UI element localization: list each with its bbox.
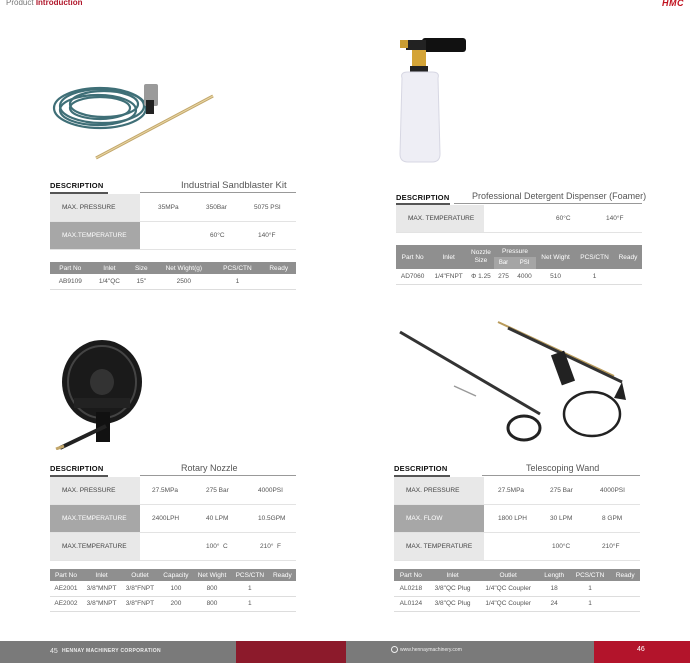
spec-value: 210° F <box>260 543 282 550</box>
column-header: Part No <box>50 262 91 274</box>
table-cell: 3/8"QC Plug <box>428 581 478 596</box>
spec-label: MAX. TEMPERATURE <box>394 533 484 560</box>
table-cell: 1/4"FNPT <box>429 269 468 284</box>
spec-row <box>50 533 296 561</box>
description-label: DESCRIPTION <box>396 193 450 202</box>
product-name: Telescoping Wand <box>526 463 600 473</box>
table-row <box>396 269 642 284</box>
spec-value: 1800 LPH <box>498 515 527 522</box>
table-cell: 1 <box>213 274 261 289</box>
product-name-rule <box>482 475 640 476</box>
table-header-row <box>396 245 642 257</box>
spec-value: 8 GPM <box>602 515 623 522</box>
spec-label: MAX. FLOW <box>394 505 484 532</box>
table-cell: 100 <box>159 581 193 596</box>
table-cell: Φ 1.25 <box>468 269 494 284</box>
table-cell: AE2002 <box>50 596 82 611</box>
product-name: Professional Detergent Dispenser (Foamer) <box>472 191 647 201</box>
table-cell: AL0218 <box>394 581 428 596</box>
spec-value: 35MPa <box>158 204 179 211</box>
parts-table <box>394 569 640 612</box>
telescoping-wand-image <box>396 316 648 448</box>
brand-logo: HMC <box>662 0 684 8</box>
table-cell: 1/4"QC <box>91 274 129 289</box>
table-cell: 4000 <box>513 269 536 284</box>
spec-value: 275 Bar <box>206 487 229 494</box>
table-cell: 1 <box>570 596 611 611</box>
table-cell <box>269 581 296 596</box>
column-header: PCS/CTN <box>575 245 614 269</box>
table-cell: AD7060 <box>396 269 429 284</box>
rotary-nozzle-reel-image <box>50 338 146 450</box>
table-cell: 510 <box>536 269 575 284</box>
spec-row <box>394 505 640 533</box>
column-header: Capacity <box>159 569 193 581</box>
spec-value: 60°C <box>556 215 571 222</box>
table-cell: 2500 <box>154 274 213 289</box>
spec-value: 140°F <box>258 232 276 239</box>
column-header: Part No <box>394 569 428 581</box>
column-header: PCS/CTN <box>570 569 611 581</box>
spec-table <box>50 194 296 250</box>
table-cell <box>611 596 640 611</box>
table-cell: 3/8"FNPT <box>121 581 159 596</box>
globe-icon <box>391 646 398 653</box>
column-header: Net Wight <box>536 245 575 269</box>
table-cell <box>614 269 642 284</box>
spec-row <box>50 222 296 250</box>
product-name: Industrial Sandblaster Kit <box>181 180 287 191</box>
column-header: Inlet <box>91 262 129 274</box>
foamer-image <box>392 34 468 166</box>
spec-value: 4000PSI <box>600 487 625 494</box>
column-subheader: PSI <box>513 257 536 269</box>
table-cell <box>611 581 640 596</box>
product-name-rule <box>140 192 296 193</box>
spec-value: 2400LPH <box>152 515 180 522</box>
spec-label: MAX. PRESSURE <box>50 477 140 504</box>
spec-label: MAX.TEMPERATURE <box>50 222 140 249</box>
spec-label: MAX. PRESSURE <box>394 477 484 504</box>
spec-table <box>396 205 642 233</box>
parts-table <box>50 262 296 290</box>
table-cell: 1/4"QC Coupler <box>477 596 538 611</box>
column-header: Outlet <box>121 569 159 581</box>
column-header: Part No <box>50 569 82 581</box>
spec-value: 30 LPM <box>550 515 573 522</box>
column-header: Ready <box>269 569 296 581</box>
description-label: DESCRIPTION <box>394 464 448 473</box>
product-name-rule <box>454 203 642 204</box>
page-number-left: 45 <box>50 648 58 655</box>
column-header: Inlet <box>428 569 478 581</box>
column-header: Size <box>128 262 154 274</box>
table-cell: 18 <box>539 581 570 596</box>
spec-row <box>50 505 296 533</box>
column-header: Ready <box>261 262 296 274</box>
table-cell: 800 <box>193 581 231 596</box>
table-cell: 24 <box>539 596 570 611</box>
table-cell <box>269 596 296 611</box>
parts-table <box>50 569 296 612</box>
spec-table <box>394 477 640 561</box>
spec-row <box>396 205 642 233</box>
table-row <box>50 596 296 611</box>
table-cell <box>261 274 296 289</box>
spec-row <box>50 194 296 222</box>
description-label: DESCRIPTION <box>50 464 104 473</box>
column-subheader: Bar <box>494 257 513 269</box>
table-cell: AB9109 <box>50 274 91 289</box>
table-cell: 1 <box>231 581 269 596</box>
spec-label: MAX.TEMPERATURE <box>50 505 140 532</box>
column-header: Net Wight(g) <box>154 262 213 274</box>
spec-value: 10.5GPM <box>258 515 286 522</box>
section-title-bold: Introduction <box>35 0 83 7</box>
company-name: HENNAY MACHINERY CORPORATION <box>62 648 161 654</box>
column-header: Ready <box>611 569 640 581</box>
spec-value: 27.5MPa <box>152 487 179 494</box>
column-header: Nozzle Size <box>468 245 494 269</box>
table-cell: 15" <box>128 274 154 289</box>
table-header-row <box>394 569 640 581</box>
table-cell: 3/8"FNPT <box>121 596 159 611</box>
table-header-row <box>50 569 296 581</box>
product-name-rule <box>140 475 296 476</box>
spec-value: 60°C <box>210 232 225 239</box>
column-header: PCS/CTN <box>213 262 261 274</box>
spec-value: 40 LPM <box>206 515 229 522</box>
section-prefix: Product <box>6 0 34 7</box>
column-header: Pressure <box>494 245 536 257</box>
table-cell: 1 <box>231 596 269 611</box>
spec-label: MAX. PRESSURE <box>50 194 140 221</box>
spec-row <box>394 477 640 505</box>
spec-row <box>394 533 640 561</box>
spec-value: 4000PSI <box>258 487 283 494</box>
table-cell: AL0124 <box>394 596 428 611</box>
table-row <box>50 581 296 596</box>
table-cell: 200 <box>159 596 193 611</box>
parts-table <box>396 245 642 285</box>
table-cell: AE2001 <box>50 581 82 596</box>
table-row <box>394 581 640 596</box>
table-cell: 3/8"MNPT <box>82 581 121 596</box>
table-cell: 3/8"MNPT <box>82 596 121 611</box>
footer-accent-left <box>236 641 346 663</box>
column-header: Outlet <box>477 569 538 581</box>
table-cell: 1/4"QC Coupler <box>477 581 538 596</box>
column-header: Ready <box>614 245 642 269</box>
spec-value: 5075 PSI <box>254 204 281 211</box>
website-link[interactable]: www.hennaymachinery.com <box>400 647 462 653</box>
spec-row <box>50 477 296 505</box>
table-cell: 3/8"QC Plug <box>428 596 478 611</box>
spec-label: MAX.TEMPERATURE <box>50 533 140 560</box>
spec-value: 275 Bar <box>550 487 573 494</box>
table-cell: 275 <box>494 269 513 284</box>
table-row <box>394 596 640 611</box>
spec-label: MAX. TEMPERATURE <box>396 205 484 232</box>
sandblaster-kit-image <box>48 66 218 162</box>
spec-value: 210°F <box>602 543 620 550</box>
column-header: Length <box>539 569 570 581</box>
table-cell: 800 <box>193 596 231 611</box>
spec-value: 100°C <box>552 543 571 550</box>
spec-value: 140°F <box>606 215 624 222</box>
product-name: Rotary Nozzle <box>181 463 238 473</box>
column-header: PCS/CTN <box>231 569 269 581</box>
table-header-row <box>50 262 296 274</box>
spec-table <box>50 477 296 561</box>
description-label: DESCRIPTION <box>50 181 104 190</box>
table-cell: 1 <box>575 269 614 284</box>
table-cell: 1 <box>570 581 611 596</box>
column-header: Part No <box>396 245 429 269</box>
spec-value: 27.5MPa <box>498 487 525 494</box>
spec-value: 100° C <box>206 543 228 550</box>
section-title <box>6 0 82 7</box>
table-row <box>50 274 296 289</box>
spec-value: 350Bar <box>206 204 227 211</box>
column-header: Net Wight <box>193 569 231 581</box>
column-header: Inlet <box>429 245 468 269</box>
column-header: Inlet <box>82 569 121 581</box>
page-number-right: 46 <box>637 646 645 653</box>
